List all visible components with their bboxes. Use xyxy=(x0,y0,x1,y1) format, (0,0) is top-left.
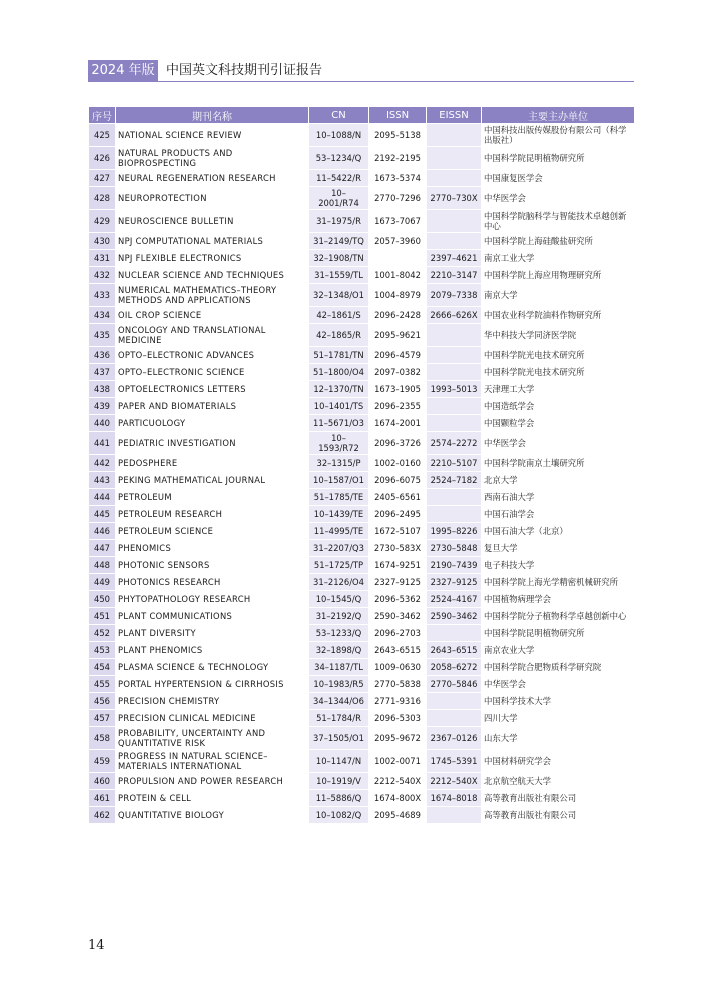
issn-code: 1001–8042 xyxy=(369,267,427,284)
journal-name: PETROLEUM xyxy=(116,489,309,506)
issn-code: 2590–3462 xyxy=(369,608,427,625)
eissn-code: 2397–4621 xyxy=(427,250,482,267)
journal-number: 429 xyxy=(89,210,116,233)
issn-code: 2096–3726 xyxy=(369,432,427,455)
table-header-row xyxy=(89,107,635,124)
journal-number: 453 xyxy=(89,642,116,659)
issn-code: 1673–1905 xyxy=(369,381,427,398)
eissn-code: 2524–4167 xyxy=(427,591,482,608)
eissn-code: 2730–5848 xyxy=(427,540,482,557)
cn-code: 11–5886/Q xyxy=(309,790,369,807)
journal-number: 437 xyxy=(89,364,116,381)
cn-code: 32–1898/Q xyxy=(309,642,369,659)
table-row xyxy=(89,324,635,347)
journal-number: 433 xyxy=(89,284,116,307)
cn-code: 32–1908/TN xyxy=(309,250,369,267)
cn-code: 42–1861/S xyxy=(309,307,369,324)
page-header xyxy=(88,60,634,82)
sponsor-organization: 南京工业大学 xyxy=(482,250,635,267)
journal-name: PLANT DIVERSITY xyxy=(116,625,309,642)
issn-code: 2096–5303 xyxy=(369,710,427,727)
sponsor-organization: 中华医学会 xyxy=(482,187,635,210)
sponsor-organization: 中国颗粒学会 xyxy=(482,415,635,432)
header-divider xyxy=(88,81,634,82)
eissn-code: 2210–5107 xyxy=(427,455,482,472)
eissn-code: 2666–626X xyxy=(427,307,482,324)
journal-number: 442 xyxy=(89,455,116,472)
journal-number: 462 xyxy=(89,807,116,824)
journal-number: 444 xyxy=(89,489,116,506)
cn-code: 10–1082/Q xyxy=(309,807,369,824)
issn-code: 2096–2428 xyxy=(369,307,427,324)
cn-code: 31–2207/Q3 xyxy=(309,540,369,557)
cn-code: 34–1187/TL xyxy=(309,659,369,676)
sponsor-organization: 高等教育出版社有限公司 xyxy=(482,807,635,824)
sponsor-organization: 山东大学 xyxy=(482,727,635,750)
issn-code: 2096–2495 xyxy=(369,506,427,523)
journal-number: 457 xyxy=(89,710,116,727)
journal-name: NUMERICAL MATHEMATICS–THEORY METHODS AND APPLICATIONS xyxy=(116,284,309,307)
cn-code: 51–1785/TE xyxy=(309,489,369,506)
table-row xyxy=(89,170,635,187)
cn-code: 11–5671/O3 xyxy=(309,415,369,432)
journal-number: 434 xyxy=(89,307,116,324)
journal-number: 452 xyxy=(89,625,116,642)
sponsor-organization: 中国科学院合肥物质科学研究院 xyxy=(482,659,635,676)
eissn-code: 2327–9125 xyxy=(427,574,482,591)
cn-code: 31–2149/TQ xyxy=(309,233,369,250)
eissn-code: 2574–2272 xyxy=(427,432,482,455)
journal-number: 455 xyxy=(89,676,116,693)
sponsor-organization: 天津理工大学 xyxy=(482,381,635,398)
cn-code: 51–1781/TN xyxy=(309,347,369,364)
cn-code: 10–1401/TS xyxy=(309,398,369,415)
cn-code: 31–1975/R xyxy=(309,210,369,233)
table-row xyxy=(89,710,635,727)
journal-name: PROPULSION AND POWER RESEARCH xyxy=(116,773,309,790)
issn-code: 2643–6515 xyxy=(369,642,427,659)
table-row xyxy=(89,676,635,693)
journal-number: 454 xyxy=(89,659,116,676)
journal-number: 439 xyxy=(89,398,116,415)
eissn-code xyxy=(427,364,482,381)
col-header-no: 序号 xyxy=(89,107,116,124)
issn-code: 1002–0071 xyxy=(369,750,427,773)
eissn-code: 2210–3147 xyxy=(427,267,482,284)
sponsor-organization: 南京农业大学 xyxy=(482,642,635,659)
journal-name: PROBABILITY, UNCERTAINTY AND QUANTITATIVE RISK xyxy=(116,727,309,750)
eissn-code: 2770–730X xyxy=(427,187,482,210)
eissn-code xyxy=(427,415,482,432)
sponsor-organization: 中国科学院昆明植物研究所 xyxy=(482,147,635,170)
col-header-eissn: EISSN xyxy=(427,107,482,124)
table-row xyxy=(89,364,635,381)
table-row xyxy=(89,625,635,642)
report-title: 中国英文科技期刊引证报告 xyxy=(166,63,323,78)
journal-number: 458 xyxy=(89,727,116,750)
eissn-code xyxy=(427,506,482,523)
journal-name: PEDIATRIC INVESTIGATION xyxy=(116,432,309,455)
journal-name: PLANT COMMUNICATIONS xyxy=(116,608,309,625)
sponsor-organization: 复旦大学 xyxy=(482,540,635,557)
journal-number: 438 xyxy=(89,381,116,398)
journal-number: 428 xyxy=(89,187,116,210)
sponsor-organization: 中国材料研究学会 xyxy=(482,750,635,773)
issn-code: 1004–8979 xyxy=(369,284,427,307)
eissn-code xyxy=(427,210,482,233)
eissn-code xyxy=(427,807,482,824)
journal-name: NEUROPROTECTION xyxy=(116,187,309,210)
eissn-code: 2190–7439 xyxy=(427,557,482,574)
sponsor-organization: 华中科技大学同济医学院 xyxy=(482,324,635,347)
journal-name: PEDOSPHERE xyxy=(116,455,309,472)
journal-name: OPTOELECTRONICS LETTERS xyxy=(116,381,309,398)
sponsor-organization: 南京大学 xyxy=(482,284,635,307)
journal-number: 448 xyxy=(89,557,116,574)
issn-code: 2096–5362 xyxy=(369,591,427,608)
cn-code: 11–4995/TE xyxy=(309,523,369,540)
eissn-code: 1674–8018 xyxy=(427,790,482,807)
table-row xyxy=(89,693,635,710)
issn-code: 2212–540X xyxy=(369,773,427,790)
eissn-code: 1745–5391 xyxy=(427,750,482,773)
journal-table xyxy=(88,106,635,824)
cn-code: 34–1344/O6 xyxy=(309,693,369,710)
issn-code: 2730–583X xyxy=(369,540,427,557)
cn-code: 51–1800/O4 xyxy=(309,364,369,381)
journal-number: 426 xyxy=(89,147,116,170)
sponsor-organization: 中国科学院光电技术研究所 xyxy=(482,347,635,364)
sponsor-organization: 中国造纸学会 xyxy=(482,398,635,415)
journal-number: 446 xyxy=(89,523,116,540)
sponsor-organization: 中国科学院光电技术研究所 xyxy=(482,364,635,381)
sponsor-organization: 中国植物病理学会 xyxy=(482,591,635,608)
table-row xyxy=(89,233,635,250)
table-row xyxy=(89,591,635,608)
cn-code: 31–2192/Q xyxy=(309,608,369,625)
journal-name: PETROLEUM SCIENCE xyxy=(116,523,309,540)
table-row xyxy=(89,659,635,676)
issn-code: 1009–0630 xyxy=(369,659,427,676)
issn-code: 2096–6075 xyxy=(369,472,427,489)
cn-code: 53–1233/Q xyxy=(309,625,369,642)
sponsor-organization: 中国科学院昆明植物研究所 xyxy=(482,625,635,642)
eissn-code xyxy=(427,170,482,187)
journal-number: 461 xyxy=(89,790,116,807)
eissn-code xyxy=(427,625,482,642)
table-row xyxy=(89,307,635,324)
journal-number: 427 xyxy=(89,170,116,187)
table-row xyxy=(89,415,635,432)
journal-name: NEUROSCIENCE BULLETIN xyxy=(116,210,309,233)
journal-name: NPJ FLEXIBLE ELECTRONICS xyxy=(116,250,309,267)
journal-name: PHENOMICS xyxy=(116,540,309,557)
journal-name: OPTO–ELECTRONIC ADVANCES xyxy=(116,347,309,364)
issn-code: 2095–5138 xyxy=(369,124,427,147)
issn-code xyxy=(369,250,427,267)
sponsor-organization: 北京大学 xyxy=(482,472,635,489)
eissn-code: 2770–5846 xyxy=(427,676,482,693)
issn-code: 1002–0160 xyxy=(369,455,427,472)
table-row xyxy=(89,147,635,170)
cn-code: 32–1315/P xyxy=(309,455,369,472)
table-row xyxy=(89,790,635,807)
issn-code: 1674–800X xyxy=(369,790,427,807)
cn-code: 51–1725/TP xyxy=(309,557,369,574)
eissn-code: 2058–6272 xyxy=(427,659,482,676)
issn-code: 1674–2001 xyxy=(369,415,427,432)
journal-number: 456 xyxy=(89,693,116,710)
table-row xyxy=(89,284,635,307)
journal-name: OIL CROP SCIENCE xyxy=(116,307,309,324)
issn-code: 2405–6561 xyxy=(369,489,427,506)
journal-number: 447 xyxy=(89,540,116,557)
journal-name: ONCOLOGY AND TRANSLATIONAL MEDICINE xyxy=(116,324,309,347)
sponsor-organization: 中国科学院分子植物科学卓越创新中心 xyxy=(482,608,635,625)
journal-name: PLANT PHENOMICS xyxy=(116,642,309,659)
table-row xyxy=(89,642,635,659)
issn-code: 2771–9316 xyxy=(369,693,427,710)
eissn-code: 2643–6515 xyxy=(427,642,482,659)
journal-name: PROGRESS IN NATURAL SCIENCE–MATERIALS INTERNATIONAL xyxy=(116,750,309,773)
table-row xyxy=(89,750,635,773)
journal-name: OPTO–ELECTRONIC SCIENCE xyxy=(116,364,309,381)
eissn-code: 2524–7182 xyxy=(427,472,482,489)
table-row xyxy=(89,267,635,284)
table-row xyxy=(89,398,635,415)
cn-code: 10–1147/N xyxy=(309,750,369,773)
cn-code: 51–1784/R xyxy=(309,710,369,727)
eissn-code xyxy=(427,233,482,250)
sponsor-organization: 中国石油学会 xyxy=(482,506,635,523)
edition-badge: 2024 年版 xyxy=(88,60,158,81)
journal-number: 460 xyxy=(89,773,116,790)
cn-code: 10–1593/R72 xyxy=(309,432,369,455)
table-body xyxy=(89,124,635,824)
journal-number: 451 xyxy=(89,608,116,625)
eissn-code xyxy=(427,398,482,415)
sponsor-organization: 中国科学院上海光学精密机械研究所 xyxy=(482,574,635,591)
journal-name: NATURAL PRODUCTS AND BIOPROSPECTING xyxy=(116,147,309,170)
journal-number: 440 xyxy=(89,415,116,432)
cn-code: 31–1559/TL xyxy=(309,267,369,284)
table-row xyxy=(89,523,635,540)
sponsor-organization: 电子科技大学 xyxy=(482,557,635,574)
journal-name: NATIONAL SCIENCE REVIEW xyxy=(116,124,309,147)
sponsor-organization: 中国康复医学会 xyxy=(482,170,635,187)
journal-name: PARTICUOLOGY xyxy=(116,415,309,432)
journal-number: 450 xyxy=(89,591,116,608)
journal-number: 435 xyxy=(89,324,116,347)
issn-code: 2057–3960 xyxy=(369,233,427,250)
issn-code: 2096–2703 xyxy=(369,625,427,642)
journal-number: 459 xyxy=(89,750,116,773)
col-header-org: 主要主办单位 xyxy=(482,107,635,124)
issn-code: 2095–4689 xyxy=(369,807,427,824)
issn-code: 1673–7067 xyxy=(369,210,427,233)
eissn-code xyxy=(427,347,482,364)
cn-code: 10–1919/V xyxy=(309,773,369,790)
table-row xyxy=(89,540,635,557)
table-row xyxy=(89,773,635,790)
issn-code: 2327–9125 xyxy=(369,574,427,591)
cn-code: 11–5422/R xyxy=(309,170,369,187)
sponsor-organization: 中国石油大学（北京） xyxy=(482,523,635,540)
table-row xyxy=(89,381,635,398)
journal-name: PHYTOPATHOLOGY RESEARCH xyxy=(116,591,309,608)
journal-number: 430 xyxy=(89,233,116,250)
journal-name: NEURAL REGENERATION RESEARCH xyxy=(116,170,309,187)
cn-code: 10–1088/N xyxy=(309,124,369,147)
eissn-code: 2212–540X xyxy=(427,773,482,790)
issn-code: 1672–5107 xyxy=(369,523,427,540)
eissn-code: 2079–7338 xyxy=(427,284,482,307)
eissn-code xyxy=(427,324,482,347)
issn-code: 2192–2195 xyxy=(369,147,427,170)
table-row xyxy=(89,727,635,750)
journal-name: PLASMA SCIENCE & TECHNOLOGY xyxy=(116,659,309,676)
sponsor-organization: 中国科学院上海应用物理研究所 xyxy=(482,267,635,284)
cn-code: 12–1370/TN xyxy=(309,381,369,398)
issn-code: 1674–9251 xyxy=(369,557,427,574)
sponsor-organization: 中国农业科学院油料作物研究所 xyxy=(482,307,635,324)
sponsor-organization: 中国科技出版传媒股份有限公司（科学出版社） xyxy=(482,124,635,147)
cn-code: 37–1505/O1 xyxy=(309,727,369,750)
table-row xyxy=(89,608,635,625)
table-row xyxy=(89,455,635,472)
sponsor-organization: 中华医学会 xyxy=(482,676,635,693)
table-row xyxy=(89,489,635,506)
eissn-code xyxy=(427,693,482,710)
sponsor-organization: 中华医学会 xyxy=(482,432,635,455)
journal-number: 432 xyxy=(89,267,116,284)
sponsor-organization: 中国科学院南京土壤研究所 xyxy=(482,455,635,472)
journal-name: NUCLEAR SCIENCE AND TECHNIQUES xyxy=(116,267,309,284)
journal-name: PORTAL HYPERTENSION & CIRRHOSIS xyxy=(116,676,309,693)
journal-name: QUANTITATIVE BIOLOGY xyxy=(116,807,309,824)
journal-number: 445 xyxy=(89,506,116,523)
table-row xyxy=(89,506,635,523)
issn-code: 2096–2355 xyxy=(369,398,427,415)
journal-name: PRECISION CLINICAL MEDICINE xyxy=(116,710,309,727)
journal-number: 443 xyxy=(89,472,116,489)
issn-code: 2770–7296 xyxy=(369,187,427,210)
eissn-code: 1995–8226 xyxy=(427,523,482,540)
col-header-name: 期刊名称 xyxy=(116,107,309,124)
eissn-code xyxy=(427,124,482,147)
journal-number: 436 xyxy=(89,347,116,364)
eissn-code: 2367–0126 xyxy=(427,727,482,750)
table-row xyxy=(89,124,635,147)
issn-code: 2770–5838 xyxy=(369,676,427,693)
issn-code: 1673–5374 xyxy=(369,170,427,187)
cn-code: 10–1983/R5 xyxy=(309,676,369,693)
sponsor-organization: 中国科学院脑科学与智能技术卓越创新中心 xyxy=(482,210,635,233)
journal-name: NPJ COMPUTATIONAL MATERIALS xyxy=(116,233,309,250)
issn-code: 2097–0382 xyxy=(369,364,427,381)
table-row xyxy=(89,432,635,455)
table-row xyxy=(89,557,635,574)
sponsor-organization: 北京航空航天大学 xyxy=(482,773,635,790)
col-header-issn: ISSN xyxy=(369,107,427,124)
sponsor-organization: 中国科学技术大学 xyxy=(482,693,635,710)
eissn-code: 1993–5013 xyxy=(427,381,482,398)
journal-name: PRECISION CHEMISTRY xyxy=(116,693,309,710)
journal-name: PAPER AND BIOMATERIALS xyxy=(116,398,309,415)
issn-code: 2095–9621 xyxy=(369,324,427,347)
cn-code: 10–1587/O1 xyxy=(309,472,369,489)
col-header-cn: CN xyxy=(309,107,369,124)
sponsor-organization: 西南石油大学 xyxy=(482,489,635,506)
journal-number: 441 xyxy=(89,432,116,455)
table-row xyxy=(89,347,635,364)
page-number: 14 xyxy=(88,938,105,953)
table-row xyxy=(89,210,635,233)
journal-number: 425 xyxy=(89,124,116,147)
cn-code: 31–2126/O4 xyxy=(309,574,369,591)
table-row xyxy=(89,472,635,489)
cn-code: 32–1348/O1 xyxy=(309,284,369,307)
cn-code: 42–1865/R xyxy=(309,324,369,347)
cn-code: 10–1439/TE xyxy=(309,506,369,523)
journal-name: PHOTONIC SENSORS xyxy=(116,557,309,574)
journal-name: PETROLEUM RESEARCH xyxy=(116,506,309,523)
eissn-code xyxy=(427,489,482,506)
sponsor-organization: 中国科学院上海硅酸盐研究所 xyxy=(482,233,635,250)
cn-code: 10–1545/Q xyxy=(309,591,369,608)
table-row xyxy=(89,250,635,267)
eissn-code xyxy=(427,147,482,170)
eissn-code: 2590–3462 xyxy=(427,608,482,625)
journal-name: PHOTONICS RESEARCH xyxy=(116,574,309,591)
eissn-code xyxy=(427,710,482,727)
table-row xyxy=(89,574,635,591)
journal-number: 449 xyxy=(89,574,116,591)
issn-code: 2096–4579 xyxy=(369,347,427,364)
sponsor-organization: 四川大学 xyxy=(482,710,635,727)
journal-number: 431 xyxy=(89,250,116,267)
table-row xyxy=(89,807,635,824)
journal-name: PEKING MATHEMATICAL JOURNAL xyxy=(116,472,309,489)
journal-name: PROTEIN & CELL xyxy=(116,790,309,807)
cn-code: 53–1234/Q xyxy=(309,147,369,170)
cn-code: 10–2001/R74 xyxy=(309,187,369,210)
issn-code: 2095–9672 xyxy=(369,727,427,750)
sponsor-organization: 高等教育出版社有限公司 xyxy=(482,790,635,807)
table-row xyxy=(89,187,635,210)
